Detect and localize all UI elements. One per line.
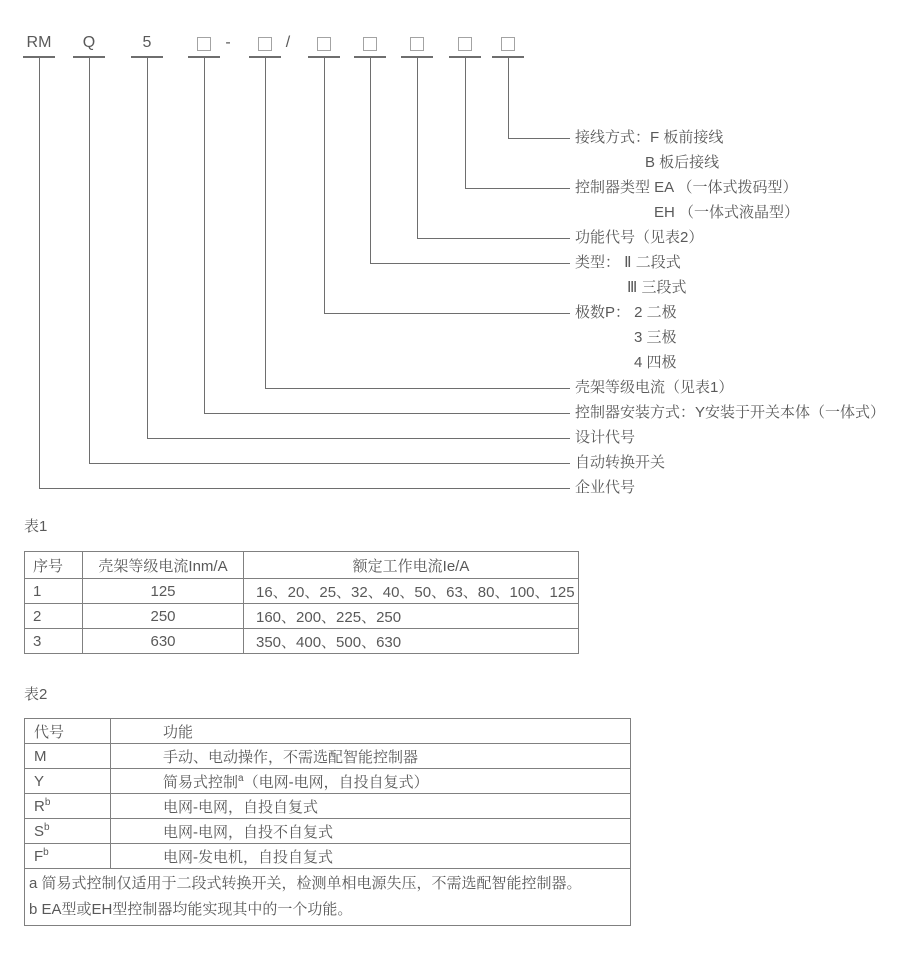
- table-row: [25, 844, 631, 869]
- table2-header-row: [25, 719, 631, 744]
- table-row: [25, 579, 579, 604]
- connector-line: [265, 58, 266, 389]
- label-controller-type-eh: EH （一体式液晶型）: [654, 204, 800, 221]
- model-placeholder-box: [501, 37, 515, 51]
- cell-function: [111, 769, 631, 794]
- cell-code: [25, 769, 111, 794]
- connector-line: [39, 488, 570, 489]
- cell-index: 2: [25, 604, 83, 629]
- code-text: M: [34, 747, 47, 765]
- connector-line: [324, 58, 325, 314]
- table2-header-code: 代号: [25, 719, 111, 744]
- cell-code: [25, 744, 111, 769]
- table1-header-frame-current: 壳架等级电流Inm/A: [83, 552, 244, 579]
- table1-header-row: [25, 552, 579, 579]
- cell-function: [111, 744, 631, 769]
- model-placeholder-box: [363, 37, 377, 51]
- cell-rated-current: 16、20、25、32、40、50、63、80、100、125: [244, 579, 579, 604]
- cell-code: [25, 819, 111, 844]
- model-token-design-code: 5: [142, 34, 152, 51]
- cell-function: [111, 794, 631, 819]
- connector-line: [417, 238, 570, 239]
- cell-function: [111, 819, 631, 844]
- label-poles-four: 4 四极: [634, 354, 677, 371]
- function-superscript: a: [238, 772, 244, 784]
- table-row: [25, 769, 631, 794]
- table1-header-index: 序号: [25, 552, 83, 579]
- connector-line: [417, 58, 418, 239]
- cell-rated-current: 160、200、225、250: [244, 604, 579, 629]
- label-function-code: 功能代号（见表2）: [575, 229, 704, 246]
- table2-header-function: 功能: [111, 719, 631, 744]
- cell-index: 1: [25, 579, 83, 604]
- connector-line: [508, 138, 570, 139]
- footnote-a: a 简易式控制仅适用于二段式转换开关，检测单相电源失压，不需选配智能控制器。: [29, 875, 582, 892]
- cell-rated-current: 350、400、500、630: [244, 629, 579, 654]
- model-token-slash: /: [285, 34, 291, 51]
- model-placeholder-box: [410, 37, 424, 51]
- table2-caption: 表2: [24, 686, 48, 703]
- connector-line: [465, 188, 570, 189]
- label-frame-current: 壳架等级电流（见表1）: [575, 379, 734, 396]
- connector-line: [204, 413, 570, 414]
- code-superscript: b: [44, 796, 51, 808]
- label-wiring-mode-rear: B 板后接线: [645, 154, 720, 171]
- label-poles: 极数P： 2 二极: [575, 304, 677, 321]
- footnote-b: b EA型或EH型控制器均能实现其中的一个功能。: [29, 901, 353, 918]
- label-company-code: 企业代号: [575, 479, 636, 496]
- label-design-code: 设计代号: [575, 429, 636, 446]
- connector-line: [39, 58, 40, 489]
- table2-footnotes: [25, 869, 631, 926]
- table1-header-rated-current: 额定工作电流Ie/A: [244, 552, 579, 579]
- model-token-dash: -: [225, 34, 231, 51]
- connector-line: [265, 388, 570, 389]
- function-text: 手动、电动操作，不需选配智能控制器: [163, 748, 419, 766]
- label-switch-name: 自动转换开关: [575, 454, 666, 471]
- model-token-company-code: RM: [26, 34, 52, 51]
- code-superscript: b: [43, 846, 49, 858]
- cell-frame-current: 125: [83, 579, 244, 604]
- table-row: [25, 629, 579, 654]
- table1-caption: 表1: [24, 518, 48, 535]
- label-poles-three: 3 三极: [634, 329, 677, 346]
- table-row: [25, 794, 631, 819]
- model-token-switch-code: Q: [82, 34, 96, 51]
- cell-index: 3: [25, 629, 83, 654]
- connector-line: [465, 58, 466, 189]
- code-text: R: [34, 797, 45, 815]
- connector-line: [370, 58, 371, 264]
- model-placeholder-box: [458, 37, 472, 51]
- code-text: F: [34, 847, 44, 865]
- function-text: 简易式控制: [163, 773, 239, 791]
- function-text-suffix: （电网-电网，自投自复式）: [243, 773, 429, 791]
- table2-function-codes: [24, 718, 631, 926]
- connector-line: [89, 463, 570, 464]
- connector-line: [89, 58, 90, 464]
- cell-function: [111, 844, 631, 869]
- table-row: [25, 744, 631, 769]
- cell-code: [25, 844, 111, 869]
- connector-line: [508, 58, 509, 139]
- model-placeholder-box: [197, 37, 211, 51]
- cell-code: [25, 794, 111, 819]
- table2-footnote-row: [25, 869, 631, 926]
- label-controller-mounting: 控制器安装方式：Y安装于开关本体（一体式）: [575, 404, 886, 421]
- connector-line: [370, 263, 570, 264]
- code-text: Y: [34, 772, 45, 790]
- model-placeholder-box: [258, 37, 272, 51]
- connector-line: [204, 58, 205, 414]
- code-text: S: [34, 822, 45, 840]
- function-text: 电网-电网，自投不自复式: [163, 823, 333, 841]
- table-row: [25, 604, 579, 629]
- table1-frame-current: [24, 551, 579, 654]
- table-row: [25, 819, 631, 844]
- function-text: 电网-电网，自投自复式: [163, 798, 318, 816]
- connector-line: [147, 438, 570, 439]
- label-controller-type: 控制器类型 EA （一体式拨码型）: [575, 179, 798, 196]
- connector-line: [324, 313, 570, 314]
- model-placeholder-box: [317, 37, 331, 51]
- connector-line: [147, 58, 148, 439]
- label-type: 类型： Ⅱ 二段式: [575, 254, 681, 271]
- code-superscript: b: [44, 821, 50, 833]
- label-type-three-stage: Ⅲ 三段式: [627, 279, 687, 296]
- cell-frame-current: 630: [83, 629, 244, 654]
- cell-frame-current: 250: [83, 604, 244, 629]
- function-text: 电网-发电机，自投自复式: [163, 848, 333, 866]
- label-wiring-mode: 接线方式：F 板前接线: [575, 129, 724, 146]
